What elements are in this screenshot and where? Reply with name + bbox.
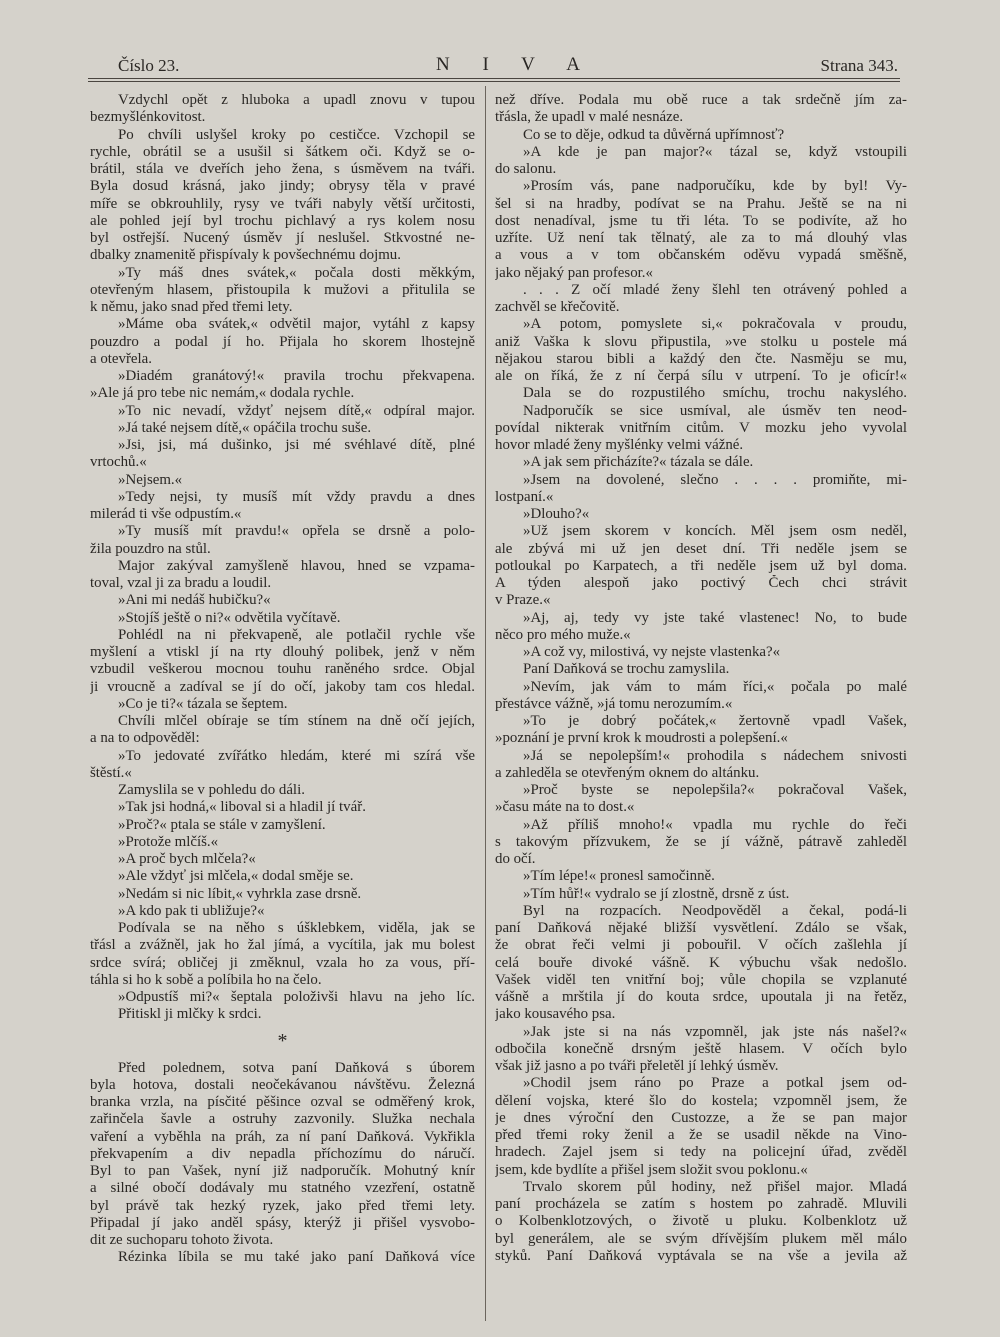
text-line: . . . Z očí mladé ženy šlehl ten otrávený pohled a: [523, 281, 907, 298]
text-line: »Jsi, jsi, má dušinko, jsi mé svéhlavé dítě, plné: [118, 437, 475, 453]
text-line: »Já také nejsem dítě,« opáčila trochu suše.: [118, 419, 372, 436]
text-line: »Tak jsi hodná,« liboval si a hladil jí tvář.: [118, 799, 366, 816]
text-line: »Proč?« ptala se stále v zamyšlení.: [118, 816, 326, 833]
text-line: Podívala se na něho s úšklebkem, viděla, jak se: [118, 920, 475, 936]
text-line: »Ale já pro tebe nic nemám,« dodala rychle.: [90, 385, 355, 402]
text-line: »Chodil jsem ráno po Praze a potkal jsem od-: [523, 1075, 907, 1092]
text-line: paní Daňková nějaké bližší vysvětlení. Zdálo se však,: [495, 920, 907, 936]
text-line: Major zakýval zamyšleně hlavou, hned se vzpama-: [118, 557, 475, 574]
left-column: [90, 92, 475, 1267]
text-line: »Ty máš dnes svátek,« počala dosti měkkým,: [118, 264, 475, 281]
text-line: a na to odpověděl:: [90, 730, 200, 747]
text-line: aniž Vaška k slovu připustila, »ve stolku u postele má: [495, 333, 907, 350]
text-line: otevřeným hlasem, přistoupila k mužovi a přitulila se: [90, 281, 475, 298]
text-line: »Máme oba svátek,« odvětil major, vytáhl z kapsy: [118, 316, 475, 333]
text-line: celá bouře divoké vášně. K výbuchu však nedošlo.: [495, 954, 907, 971]
text-line: dělení vojska, které šlo do kostela; vzpomněl jsem, že: [495, 1092, 907, 1109]
text-line: že obrat řeči velmi ji pobouřil. V očích zašlehla jí: [495, 937, 907, 954]
text-line: v Praze.«: [495, 592, 551, 609]
text-line: Připadal jí jako anděl spásy, kterýž ji přišel vysvobo-: [90, 1214, 475, 1231]
text-line: jsem, kde bydlíte a přišel jsem složit svou poklonu.«: [495, 1161, 808, 1178]
text-line: »To je dobrý počátek,« žertovně vpadl Vašek,: [523, 713, 907, 729]
text-line: před třemi roky ženil a že se usadil někde na Vino-: [495, 1127, 907, 1143]
text-line: zachvěl se křečovitě.: [495, 299, 620, 315]
text-line: hradech. Zajel jsem si tedy na policejní úřad, zvěděl: [495, 1144, 907, 1161]
text-line: Trvalo skorem půl hodiny, než přišel major. Mladá: [523, 1178, 907, 1195]
text-line: »Proč byste se nepolepšila?« pokračoval Vašek,: [523, 782, 907, 798]
journal-title: N I V A: [435, 54, 594, 75]
text-line: Po chvíli uslyšel kroky po cestičce. Vzchopil se: [118, 126, 475, 143]
text-line: byl ostřejší. Nucený úsměv jí neslušel. Stkvostné ne-: [90, 230, 475, 246]
text-line: než dříve. Podala mu obě ruce a tak srdečně jím za-: [495, 92, 907, 108]
text-line: pouzdro a podal jí ho. Přijala ho skorem lhostejně: [90, 333, 475, 350]
page-header: [118, 46, 898, 76]
text-line: ale pohled její byl trochu pichlavý a rys kolem nosu: [90, 212, 475, 229]
text-line: »Tím hůř!« vydralo se jí zlostně, drsně z úst.: [523, 885, 790, 902]
text-line: srdce svírá; obličej ji změknul, vzala ho za vous, pří-: [90, 954, 475, 971]
text-line: »Jsem na dovolené, slečno . . . . promiňte, mi-: [523, 471, 907, 488]
text-line: šel si na hradby, podívat se na Prahu. Ještě se na ni: [495, 195, 907, 212]
text-line: branka vrzla, na písčité pěšince ozval se odměřený krok,: [90, 1094, 475, 1110]
text-line: Paní Daňková se trochu zamyslila.: [523, 661, 730, 678]
text-line: ale zbývá mi už jen deset dní. Tři neděle jsem se: [495, 540, 907, 557]
text-line: Vašek viděl ten vnitřní boj; vůle chopila se vzplanuté: [495, 971, 907, 988]
text-line: »Nedám si nic líbit,« vyhrkla zase drsně.: [118, 885, 362, 902]
text-line: žila pouzdro na stůl.: [90, 540, 211, 557]
text-line: »času máte na to dost.«: [495, 799, 635, 816]
text-line: a zahleděla se otevřeným oknem do altánku.: [495, 764, 760, 781]
text-line: zařinčela šavle a ostruhy zazvonily. Služka nechala: [90, 1111, 475, 1128]
text-line: »Stojíš ještě o ni?« odvětila vyčítavě.: [118, 609, 341, 626]
text-line: Před polednem, sotva paní Daňková s úborem: [118, 1059, 475, 1076]
text-line: o Kolbenklotzových, o životě u pluku. Kolbenklotz už: [495, 1213, 907, 1230]
text-line: Zamyslila se v pohledu do dáli.: [118, 782, 305, 798]
text-line: však již jasno a po tváři přeletěl jí lehký úsměv.: [495, 1058, 779, 1074]
text-line: »Tedy nejsi, ty musíš mít vždy pravdu a dnes: [118, 488, 475, 505]
text-line: táhla si ho k sobě a políbila ho na čelo.: [90, 971, 322, 988]
text-line: »Ale vždyť jsi mlčela,« dodal směje se.: [118, 868, 354, 885]
text-line: jako nějaký pan profesor.«: [495, 264, 653, 281]
text-line: »Diadém granátový!« pravila trochu překvapena.: [118, 368, 475, 384]
text-line: Byla dosud krásná, jako jindy; obrysy těla v pravé: [90, 178, 475, 195]
text-line: »Už jsem skorem v koncích. Měl jsem osm neděl,: [523, 523, 907, 540]
text-line: Přitiskl ji mlčky k srdci.: [118, 1006, 262, 1023]
text-line: vaření a vyběhla na práh, za ní paní Daňková. Vykřikla: [90, 1128, 475, 1145]
text-line: brátil, stála ve dveřích jeho žena, s úsměvem na tváři.: [90, 161, 475, 177]
left-column-text-part-1: [90, 92, 475, 1024]
text-line: Rézinka líbila se mu také jako paní Daňková více: [118, 1249, 475, 1266]
text-line: povídal nikterak vnitřním citům. V mozku jeho vyvolal: [495, 419, 907, 436]
text-line: »A kde je pan major?« tázal se, když vstoupili: [523, 143, 907, 160]
text-line: lostpaní.«: [495, 488, 554, 505]
text-line: dit ze suchoparu tohoto života.: [90, 1232, 274, 1248]
text-line: »To jedovaté zvířátko hledám, které mi szírá vše: [118, 747, 475, 764]
right-column-text: [495, 92, 907, 1265]
text-line: »Nevím, jak vám to mám říci,« počala po malé: [523, 678, 907, 695]
text-line: »Ani mi nedáš hubičku?«: [118, 592, 271, 609]
text-line: »Ty musíš mít pravdu!« opřela se drsně a polo-: [118, 523, 475, 540]
left-column-text-part-2: [90, 1060, 475, 1267]
text-line: rychle, obrátil se a usušil si šátkem oči. Když se o-: [90, 143, 475, 160]
text-line: potloukal po Karpatech, a tři neděle jsem už byl doma.: [495, 557, 907, 574]
text-line: »A jak sem přicházíte?« tázala se dále.: [523, 454, 754, 471]
text-line: dbalky znamenitě přispívaly k povšechnému dojmu.: [90, 247, 401, 264]
text-line: Vzdychl opět z hluboka a upadl znovu v tupou: [118, 92, 475, 108]
text-line: »Dlouho?«: [523, 506, 590, 522]
text-line: paní procházela se zatím s hostem po zahradě. Mluvili: [495, 1196, 907, 1212]
text-line: toval, vzal ji za bradu a loudil.: [90, 575, 272, 591]
text-line: přestávce vážně, »já tomu nerozumím.«: [495, 695, 733, 712]
text-line: odbočila konečně drsným ještě hlasem. V očích bylo: [495, 1040, 907, 1057]
text-line: Byl na rozpacích. Neodpověděl a čekal, podá-li: [523, 902, 907, 919]
text-line: byl generálem, ale se svým dřívějším plukem měl málo: [495, 1230, 907, 1247]
text-line: uzříte. Už není tak tělnatý, ale za to má dlouhý vlas: [495, 230, 907, 246]
text-line: ale on říká, že z ní čerpá sílu v utrpení. To je oficír!«: [495, 368, 907, 384]
text-line: Dala se do rozpustilého smíchu, trochu nakyslého.: [523, 385, 907, 402]
text-line: Pohlédl na ni překvapeně, ale potlačil rychle vše: [118, 626, 475, 643]
text-line: vášně a mrštila jí do kouta srdce, upoutala ji na řetěz,: [495, 989, 907, 1005]
text-line: »poznání je první krok k moudrosti a polepšení.«: [495, 730, 788, 747]
text-line: byla hotova, dostali neočekávanou návštěvu. Železná: [90, 1076, 475, 1093]
text-line: »Co je ti?« tázala se šeptem.: [118, 695, 288, 712]
text-line: do očí.: [495, 851, 536, 867]
issue-number: Číslo 23.: [118, 56, 180, 75]
text-line: dost nenadíval, jsme tu tři léta. To se podivíte, až ho: [495, 212, 907, 229]
right-column: [495, 92, 907, 1265]
text-line: »Odpustíš mi?« šeptala položivši hlavu na jeho líc.: [118, 989, 475, 1005]
text-line: »A kdo pak ti ubližuje?«: [118, 902, 265, 919]
text-line: je dnes výroční den Custozze, a že se pan major: [495, 1109, 907, 1126]
text-line: míře se obkrouhlily, rysy ve tváři nabyly větší určitosti,: [90, 195, 475, 212]
text-line: styků. Paní Daňková vyptávala se na vše a jevila až: [495, 1247, 907, 1264]
text-line: »Prosím vás, pane nadporučíku, kde by byl! Vy-: [523, 178, 907, 195]
text-line: ji vroucně a zadíval se jí do očí, jakoby tam cos hledal.: [90, 678, 475, 695]
text-line: Byl to pan Vašek, nyní již nadporučík. Mohutný knír: [90, 1163, 475, 1179]
section-break-asterisk: *: [277, 1029, 288, 1052]
text-line: »A potom, pomyslete si,« pokračovala v proudu,: [523, 316, 907, 333]
text-line: a silné obočí dodávaly mu statného vzezření, ostatně: [90, 1180, 475, 1197]
text-line: »Já se nepolepším!« prohodila s nádechem snivosti: [523, 747, 907, 764]
text-line: myšlení a vtiskl jí na rty dlouhý polibek, jenž v něm: [90, 644, 475, 660]
text-line: A týden alespoň jako poctivý Čech chci strávit: [495, 575, 907, 591]
text-line: vzbudil veškerou mocnou touhu raněného srdce. Objal: [90, 661, 475, 678]
text-line: něco pro mého muže.«: [495, 626, 631, 643]
text-line: jako kousavého psa.: [495, 1006, 616, 1023]
column-divider: [485, 86, 486, 1321]
text-line: »Protože mlčíš.«: [118, 833, 219, 850]
header-rule: [88, 78, 900, 82]
page-number: Strana 343.: [820, 56, 898, 75]
text-line: milerád ti vše odpustím.«: [90, 506, 242, 522]
text-line: Chvíli mlčel obíraje se tím stínem na dně očí jejích,: [118, 713, 475, 729]
text-line: do salonu.: [495, 161, 557, 177]
text-line: třásl a zvážněl, jak ho žal jímá, a vycítila, jak mu bolest: [90, 937, 475, 954]
text-line: vrtochů.«: [90, 454, 147, 471]
text-line: »A proč bych mlčela?«: [118, 851, 256, 867]
text-line: štěstí.«: [90, 764, 132, 781]
text-line: překvapením a div nepadla příchozímu do náručí.: [90, 1145, 475, 1162]
text-line: hovor mladé ženy myšlénky velmi vážné.: [495, 437, 744, 453]
text-line: nějakou starou bibli a každý den čte. Nasměju se mu,: [495, 350, 907, 367]
text-line: »Nejsem.«: [118, 471, 183, 488]
text-line: a otevřela.: [90, 350, 153, 367]
text-line: a vous a v tom občanském oděvu vypadá směšně,: [495, 247, 907, 264]
text-line: »To nic nevadí, vždyť nejsem dítě,« odpíral major.: [118, 402, 475, 419]
text-line: třásla, že upadl v malé nesnáze.: [495, 109, 684, 126]
text-line: s takovým přízvukem, že se jí vážně, pátravě zahleděl: [495, 833, 907, 850]
text-line: »Jak jste si na nás vzpomněl, jak jste nás našel?«: [523, 1023, 907, 1040]
text-line: »Tím lépe!« pronesl samočinně.: [523, 868, 715, 885]
text-line: »Až příliš mnoho!« vpadla mu rychle do řeči: [523, 816, 907, 833]
text-line: Nadporučík se sice usmíval, ale úsměv ten neod-: [523, 402, 907, 419]
text-line: bezmyšlénkovitost.: [90, 109, 206, 126]
text-line: »A což vy, milostivá, vy nejste vlastenka?«: [523, 644, 781, 660]
text-line: k němu, jako snad před třemi lety.: [90, 299, 293, 315]
text-line: byl právě tak hezký ryzek, jako před třemi lety.: [90, 1197, 475, 1214]
text-line: »Aj, aj, tedy vy jste také vlastenec! No, to bude: [523, 609, 907, 626]
text-line: Co se to děje, odkud ta důvěrná upřímnosť?: [523, 126, 785, 143]
